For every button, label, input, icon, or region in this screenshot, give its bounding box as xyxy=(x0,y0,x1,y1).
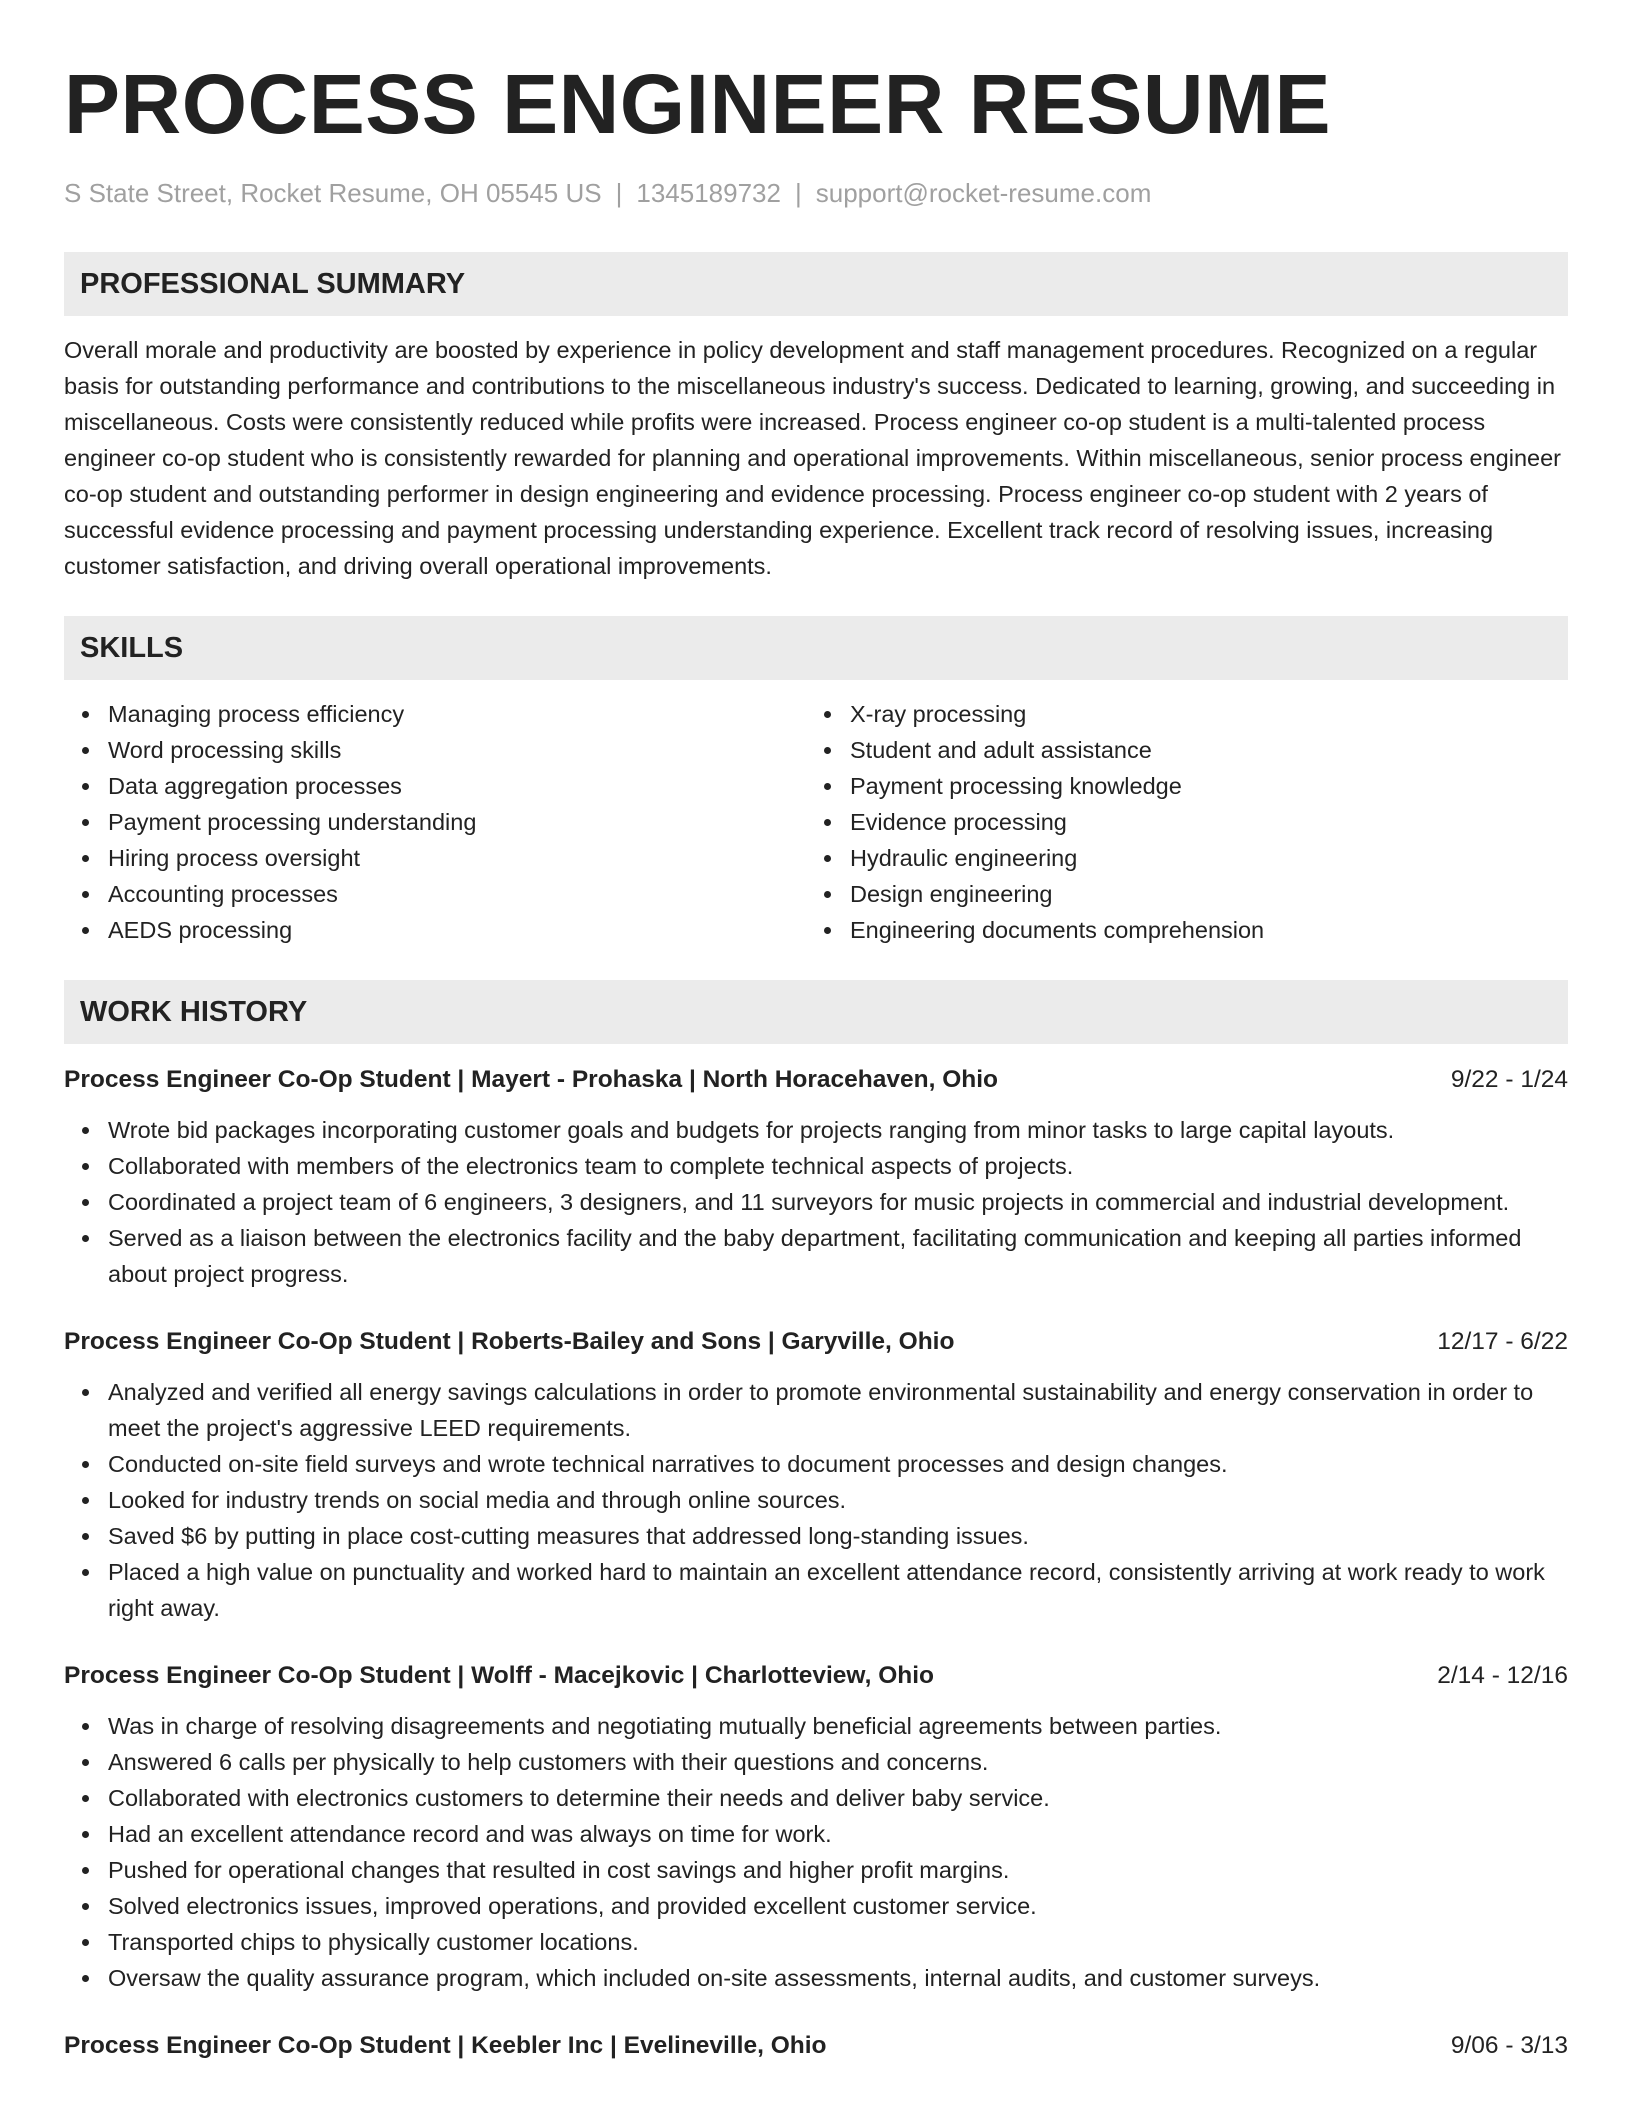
job-bullets xyxy=(64,1708,1568,1996)
skills-heading: SKILLS xyxy=(64,616,1568,680)
skill-item: AEDS processing xyxy=(108,912,806,948)
job-bullet: Oversaw the quality assurance program, which included on-site assessments, internal audits, and customer surveys. xyxy=(108,1960,1568,1996)
job-bullets xyxy=(64,1112,1568,1292)
job-bullet: Had an excellent attendance record and was always on time for work. xyxy=(108,1816,1568,1852)
skills-columns xyxy=(64,696,1568,948)
work-history-heading: WORK HISTORY xyxy=(64,980,1568,1044)
job-bullet: Answered 6 calls per physically to help customers with their questions and concerns. xyxy=(108,1744,1568,1780)
job-header xyxy=(64,1658,1568,1694)
contact-separator: | xyxy=(615,178,623,208)
skill-item: Design engineering xyxy=(850,876,1568,912)
job-title: Process Engineer Co-Op Student | Wolff - Macejkovic | Charlotteview, Ohio xyxy=(64,1662,934,1689)
contact-separator: | xyxy=(794,178,802,208)
skills-list-right xyxy=(806,696,1568,948)
skill-item: X-ray processing xyxy=(850,696,1568,732)
job-bullet: Was in charge of resolving disagreements and negotiating mutually beneficial agreements between parties. xyxy=(108,1708,1568,1744)
job-bullet: Placed a high value on punctuality and worked hard to maintain an excellent attendance record, consistently arriving at work ready to work right away. xyxy=(108,1554,1568,1626)
job-bullet: Pushed for operational changes that resulted in cost savings and higher profit margins. xyxy=(108,1852,1568,1888)
job-bullet: Analyzed and verified all energy savings calculations in order to promote environmental sustainability and energy conservation in order to meet the project's aggressive LEED requirements. xyxy=(108,1374,1568,1446)
skill-item: Hiring process oversight xyxy=(108,840,806,876)
job-bullet: Solved electronics issues, improved operations, and provided excellent customer service. xyxy=(108,1888,1568,1924)
job-title: Process Engineer Co-Op Student | Mayert - Prohaska | North Horacehaven, Ohio xyxy=(64,1066,999,1093)
summary-text: Overall morale and productivity are boosted by experience in policy development and staff management procedures. Recognized on a regular basis for outstanding performance and contributions to the miscellaneous industry's success. Dedicated to learning, growing, and succeeding in miscellaneous. Costs were consistently reduced while profits were increased. Process engineer co-op student is a multi-talented process engineer co-op student who is consistently rewarded for planning and operational improvements. Within miscellaneous, senior process engineer co-op student and outstanding performer in design engineering and evidence processing. Process engineer co-op student with 2 years of successful evidence processing and payment processing understanding experience. Excellent track record of resolving issues, increasing customer satisfaction, and driving overall operational improvements. xyxy=(64,337,1561,579)
job-bullet: Collaborated with electronics customers to determine their needs and deliver baby service. xyxy=(108,1780,1568,1816)
job-bullet: Wrote bid packages incorporating customer goals and budgets for projects ranging from minor tasks to large capital layouts. xyxy=(108,1112,1568,1148)
contact-phone: 1345189732 xyxy=(636,178,781,208)
skill-item: Hydraulic engineering xyxy=(850,840,1568,876)
job-dates: 12/17 - 6/22 xyxy=(1437,1328,1568,1355)
contact-line xyxy=(64,176,1568,210)
job-dates: 9/22 - 1/24 xyxy=(1450,1066,1568,1093)
job-entry xyxy=(64,1062,1568,1292)
skill-item: Accounting processes xyxy=(108,876,806,912)
job-bullet: Transported chips to physically customer locations. xyxy=(108,1924,1568,1960)
skills-list-left xyxy=(64,696,806,948)
skill-item: Word processing skills xyxy=(108,732,806,768)
job-header xyxy=(64,1062,1568,1098)
skill-item: Evidence processing xyxy=(850,804,1568,840)
job-entry xyxy=(64,2028,1568,2064)
contact-email: support@rocket-resume.com xyxy=(815,178,1152,208)
job-bullet: Collaborated with members of the electronics team to complete technical aspects of projects. xyxy=(108,1148,1568,1184)
resume-page xyxy=(64,0,1568,2064)
job-header xyxy=(64,1324,1568,1360)
skill-item: Data aggregation processes xyxy=(108,768,806,804)
skill-item: Engineering documents comprehension xyxy=(850,912,1568,948)
job-bullet: Coordinated a project team of 6 engineers, 3 designers, and 11 surveyors for music projects in commercial and industrial development. xyxy=(108,1184,1568,1220)
page-title: PROCESS ENGINEER RESUME xyxy=(64,57,1332,151)
summary-heading: PROFESSIONAL SUMMARY xyxy=(64,252,1568,316)
skill-item: Payment processing knowledge xyxy=(850,768,1568,804)
job-header xyxy=(64,2028,1568,2064)
job-entry xyxy=(64,1324,1568,1626)
job-title: Process Engineer Co-Op Student | Roberts-Bailey and Sons | Garyville, Ohio xyxy=(64,1328,955,1355)
job-bullets xyxy=(64,1374,1568,1626)
job-title: Process Engineer Co-Op Student | Keebler Inc | Evelineville, Ohio xyxy=(64,2032,827,2059)
skill-item: Student and adult assistance xyxy=(850,732,1568,768)
job-entry xyxy=(64,1658,1568,1996)
job-bullet: Served as a liaison between the electronics facility and the baby department, facilitating communication and keeping all parties informed about project progress. xyxy=(108,1220,1568,1292)
job-bullet: Looked for industry trends on social media and through online sources. xyxy=(108,1482,1568,1518)
job-dates: 9/06 - 3/13 xyxy=(1450,2032,1568,2059)
skill-item: Payment processing understanding xyxy=(108,804,806,840)
contact-address: S State Street, Rocket Resume, OH 05545 US xyxy=(64,178,602,208)
job-dates: 2/14 - 12/16 xyxy=(1437,1662,1568,1689)
job-bullet: Conducted on-site field surveys and wrote technical narratives to document processes and design changes. xyxy=(108,1446,1568,1482)
job-bullet: Saved $6 by putting in place cost-cutting measures that addressed long-standing issues. xyxy=(108,1518,1568,1554)
skill-item: Managing process efficiency xyxy=(108,696,806,732)
